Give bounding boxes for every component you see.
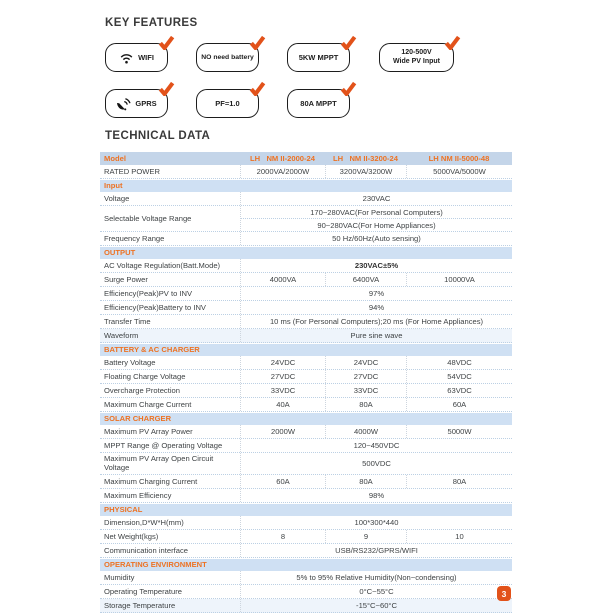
row-value: Pure sine wave: [240, 329, 512, 342]
row-value: 24VDC: [325, 356, 406, 369]
row-value: 500VDC: [240, 453, 512, 474]
row-value: 24VDC: [240, 356, 325, 369]
table-row: [100, 453, 512, 475]
row-value: 60A: [406, 398, 512, 411]
section-title: Input: [104, 181, 123, 191]
table-row: [100, 287, 512, 301]
row-label: Efficiency(Peak)PV to INV: [104, 288, 193, 298]
row-label: Floating Charge Voltage: [104, 371, 186, 381]
feature-label: GPRS: [135, 99, 157, 108]
table-row: [100, 439, 512, 453]
table-row: [100, 475, 512, 489]
section-header-row: [100, 344, 512, 356]
row-label: Voltage: [104, 193, 130, 203]
section-header-row: [100, 413, 512, 425]
row-value: 5000W: [406, 425, 512, 438]
table-row: [100, 192, 512, 206]
table-row: [100, 206, 512, 232]
row-value: 5% to 95% Relative Humidity(Non~condensing): [240, 571, 512, 584]
row-value: 6400VA: [325, 273, 406, 286]
key-features-title: KEY FEATURES: [105, 17, 198, 29]
row-value: 60A: [240, 475, 325, 488]
row-value: 120~450VDC: [240, 439, 512, 452]
table-row: [100, 232, 512, 246]
row-label: Storage Temperature: [104, 600, 176, 610]
row-value: 100*300*440: [240, 516, 512, 529]
row-value: 2000W: [240, 425, 325, 438]
feature-pill-wifi: [105, 43, 168, 72]
satellite-dish-icon: [116, 97, 131, 111]
feature-pill-no-battery: [196, 43, 259, 72]
table-row: [100, 370, 512, 384]
feature-pill-5kw-mppt: [287, 43, 350, 72]
table-row: [100, 315, 512, 329]
feature-pill-pf: [196, 89, 259, 118]
row-value: 8: [240, 530, 325, 543]
feature-label: NO need battery: [201, 54, 254, 61]
row-label: Dimension,D*W*H(mm): [104, 517, 184, 527]
row-value: 0°C~55°C: [240, 585, 512, 598]
section-title: OPERATING ENVIRONMENT: [104, 560, 207, 570]
feature-label: WIFI: [138, 53, 154, 62]
row-label: RATED POWER: [104, 166, 160, 176]
row-label: Maximum Efficiency: [104, 490, 172, 500]
row-label: AC Voltage Regulation(Batt.Mode): [104, 260, 221, 270]
feature-pill-wide-pv-input: [379, 43, 454, 72]
row-label: Surge Power: [104, 274, 148, 284]
row-value: LH NM II-3200-24: [333, 154, 398, 163]
row-value: 54VDC: [406, 370, 512, 383]
row-value: 90~280VAC(For Home Appliances): [317, 220, 436, 230]
table-row: [100, 259, 512, 273]
table-row: [100, 425, 512, 439]
table-row: [100, 356, 512, 370]
row-label: MPPT Range @ Operating Voltage: [104, 440, 223, 450]
row-value: 97%: [240, 287, 512, 300]
row-value: 27VDC: [240, 370, 325, 383]
section-title: PHYSICAL: [104, 505, 143, 515]
row-value: 50 Hz/60Hz(Auto sensing): [240, 232, 512, 245]
row-value: 80A: [325, 475, 406, 488]
table-row: [100, 384, 512, 398]
table-row: [100, 571, 512, 585]
row-label: Transfer Time: [104, 316, 151, 326]
row-value: 48VDC: [406, 356, 512, 369]
row-label: Net Weight(kgs): [104, 531, 159, 541]
row-value: 10 ms (For Personal Computers);20 ms (For Home Appliances): [240, 315, 512, 328]
row-label: Battery Voltage: [104, 357, 156, 367]
technical-data-title: TECHNICAL DATA: [105, 130, 211, 142]
feature-label: 5KW MPPT: [298, 53, 339, 62]
check-icon: [158, 81, 175, 96]
feature-pill-80a-mppt: [287, 89, 350, 118]
row-value: 230VAC: [240, 192, 512, 205]
row-value: 4000VA: [240, 273, 325, 286]
feature-pill-gprs: [105, 89, 168, 118]
row-label: Communication interface: [104, 545, 188, 555]
feature-label: 120-500V Wide PV Input: [393, 48, 440, 65]
table-row: [100, 165, 512, 179]
check-icon: [249, 81, 266, 96]
row-label: Frequency Range: [104, 233, 165, 243]
row-value: -15°C~60°C: [240, 599, 512, 612]
row-label: Waveform: [104, 330, 139, 340]
row-label: Maximum Charge Current: [104, 399, 192, 409]
row-value: LH NM II-2000-24: [250, 154, 315, 163]
check-icon: [444, 35, 461, 50]
table-row: [100, 530, 512, 544]
row-value: 94%: [240, 301, 512, 314]
page-number-badge: 3: [497, 586, 511, 601]
row-value: 230VAC±5%: [240, 259, 512, 272]
table-row: [100, 273, 512, 287]
section-header-row: [100, 504, 512, 516]
row-value: 3200VA/3200W: [325, 165, 406, 178]
check-icon: [340, 81, 357, 96]
table-row: [100, 152, 512, 165]
row-value: LH NM II-5000-48: [428, 154, 490, 163]
row-value: 40A: [240, 398, 325, 411]
row-value: 27VDC: [325, 370, 406, 383]
row-label: Operating Temperature: [104, 586, 182, 596]
row-label: Model: [104, 153, 126, 163]
feature-label: 80A MPPT: [300, 99, 337, 108]
row-value: 5000VA/5000W: [406, 165, 512, 178]
row-value: 63VDC: [406, 384, 512, 397]
row-value: 80A: [325, 398, 406, 411]
table-row: [100, 398, 512, 412]
row-label: Maximum Charging Current: [104, 476, 198, 486]
row-label: Maximum PV Array Open Circuit Voltage: [104, 454, 214, 473]
table-row: [100, 585, 512, 599]
row-label: Efficiency(Peak)Battery to INV: [104, 302, 206, 312]
table-row: [100, 544, 512, 558]
table-row: [100, 301, 512, 315]
row-value: 10000VA: [406, 273, 512, 286]
row-value: 10: [406, 530, 512, 543]
row-label: Mumidity: [104, 572, 135, 582]
row-value-group: [240, 206, 512, 231]
section-header-row: [100, 180, 512, 192]
check-icon: [249, 35, 266, 50]
check-icon: [340, 35, 357, 50]
row-value: 4000W: [325, 425, 406, 438]
row-value: USB/RS232/GPRS/WIFI: [240, 544, 512, 557]
table-row: [100, 489, 512, 503]
row-value: 9: [325, 530, 406, 543]
section-title: SOLAR CHARGER: [104, 414, 172, 424]
row-value: 170~280VAC(For Personal Computers): [241, 206, 512, 219]
section-title: BATTERY & AC CHARGER: [104, 345, 200, 355]
row-value: 80A: [406, 475, 512, 488]
row-label: Overcharge Protection: [104, 385, 180, 395]
check-icon: [158, 35, 175, 50]
table-row: [100, 599, 512, 613]
table-row: [100, 329, 512, 343]
row-value: 2000VA/2000W: [240, 165, 325, 178]
section-title: OUTPUT: [104, 248, 136, 258]
spec-table: [100, 152, 512, 613]
row-value: 33VDC: [240, 384, 325, 397]
row-value: 98%: [240, 489, 512, 502]
row-label: Selectable Voltage Range: [104, 213, 192, 223]
row-label: Maximum PV Array Power: [104, 426, 193, 436]
wifi-icon: [119, 52, 134, 64]
feature-label: PF=1.0: [215, 99, 240, 108]
section-header-row: [100, 559, 512, 571]
section-header-row: [100, 247, 512, 259]
table-row: [100, 516, 512, 530]
row-value: 33VDC: [325, 384, 406, 397]
